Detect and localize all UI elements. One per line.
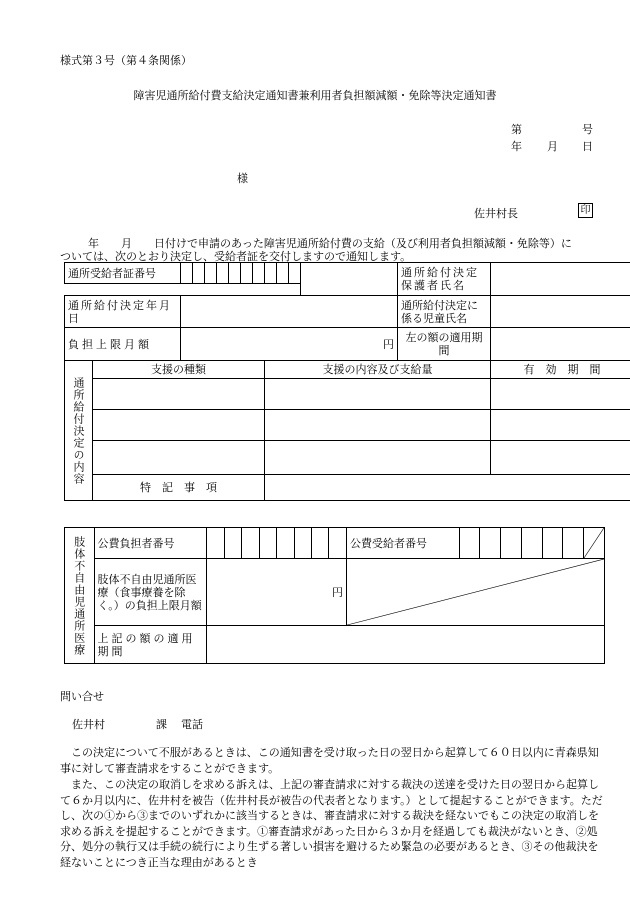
inquiry-heading: 問い合せ [60,690,104,703]
support-content-cell[interactable] [265,379,491,410]
recipient-no-label: 通所受給者証番号 [65,263,181,284]
receiver-no-box[interactable] [501,528,522,559]
col-support-type: 支援の種類 [93,361,265,379]
payer-no-box[interactable] [259,528,276,559]
limit-period-label: 左の額の適用期間 [398,328,491,361]
payer-no-box[interactable] [242,528,259,559]
support-content-cell[interactable] [265,410,491,441]
decision-date-value[interactable] [181,296,398,328]
guardian-name-label: 通所給付決定保護者氏名 [398,263,491,296]
receiver-no-box[interactable] [563,528,584,559]
intro-line-1: 年 月 日付けで申請のあった障害児通所給付費の支給（及び利用者負担額減額・免除等）に [88,237,572,250]
receiver-no-box[interactable] [459,528,480,559]
receiver-no-box[interactable] [480,528,501,559]
yen-unit: 円 [331,585,343,599]
valid-period-cell[interactable] [491,441,630,475]
document-title: 障害児通所給付費支給決定通知書兼利用者負担額減額・免除等決定通知書 [133,89,497,102]
recipient-no-box[interactable] [181,263,193,284]
support-type-cell[interactable] [93,379,265,410]
col-support-content: 支援の内容及び支給量 [265,361,491,379]
issuer-name: 佐井村長 [474,207,518,220]
lawsuit-paragraph: また、この決定の取消しを求める訴えは、上記の審査請求に対する裁決の送達を受けた日の翌日から起算して６か月以内に、佐井村を被告（佐井村長が被告の代表者となります。）として提起することができます。ただし、次の①から③までのいずれかに該当するときは、審査請求に対する裁決を経ないでもこの決定の取消しを求める訴えを提起することができます。①審査請求があった日から３か月を経過しても裁決がないとき、②処分、処分の執行又は手続の続行により生ずる著しい損害を避けるため緊急の必要があるとき、③その他裁決を経ないことにつき正当な理由があるとき [60,778,603,869]
addressee-suffix: 様 [237,172,248,185]
support-type-cell[interactable] [93,441,265,475]
recipient-no-tail[interactable] [301,263,398,296]
col-valid-period: 有 効 期 間 [491,361,630,379]
guardian-name-value[interactable] [491,263,630,296]
medical-period-label: 上記の額の適用期間 [94,626,207,664]
payer-no-box[interactable] [207,528,224,559]
diagonal-slash [584,528,604,558]
recipient-no-box[interactable] [277,263,289,284]
doc-no-go: 号 [582,123,593,136]
date-month: 月 [547,140,558,153]
receiver-no-box[interactable] [521,528,542,559]
valid-period-cell[interactable] [491,379,630,410]
inquiry-tel: 電話 [181,718,203,731]
date-year: 年 [511,140,522,153]
recipient-no-box[interactable] [253,263,265,284]
recipient-no-box[interactable] [229,263,241,284]
recipient-no-box[interactable] [265,263,277,284]
payer-no-box[interactable] [224,528,241,559]
date-day: 日 [582,140,593,153]
medical-limit-slash-cell [346,559,604,626]
inquiry-village: 佐井村 [72,718,105,731]
notes-label: 特 記 事 項 [93,475,265,501]
limit-period-value[interactable] [491,328,630,361]
payer-no-label: 公費負担者番号 [94,528,207,559]
support-type-cell[interactable] [93,410,265,441]
payer-no-box[interactable] [329,528,346,559]
child-name-value[interactable] [491,296,630,328]
medical-limit-value[interactable] [207,559,347,626]
receiver-no-box[interactable] [542,528,563,559]
payer-no-box[interactable] [277,528,294,559]
receiver-no-box[interactable] [584,528,605,559]
decision-table [64,262,630,501]
limit-value[interactable] [181,328,398,361]
doc-no-dai: 第 [511,123,522,136]
limit-label: 負担上限月額 [65,328,181,361]
diagonal-slash [347,559,604,625]
medical-period-value[interactable] [207,626,605,664]
medical-table [64,527,605,664]
medical-side-label: 肢体不自由児通所医療 [65,528,95,664]
notes-value[interactable] [265,475,630,501]
payer-no-box[interactable] [311,528,328,559]
decision-content-side-label: 通所給付決定の内容 [65,361,93,501]
recipient-no-box[interactable] [205,263,217,284]
form-number: 様式第３号（第４条関係） [60,54,192,67]
receiver-no-label: 公費受給者番号 [346,528,459,559]
yen-unit: 円 [383,337,394,351]
valid-period-cell[interactable] [491,410,630,441]
child-name-label: 通所給付決定に係る児童氏名 [398,296,491,328]
medical-limit-label: 肢体不自由児通所医療（食事療養を除く。）の負担上限月額 [94,559,207,626]
decision-date-label: 通所給付決定年月日 [65,296,181,328]
recipient-no-box[interactable] [241,263,253,284]
appeal-paragraph: この決定について不服があるときは、この通知書を受け取った日の翌日から起算して６０日以内に青森県知事に対して審査請求をすることができます。 [60,746,599,775]
intro-line-2: ついては、次のとおり決定し、受給者証を交付しますので通知します。 [60,250,412,263]
payer-no-box[interactable] [294,528,311,559]
recipient-no-box[interactable] [193,263,205,284]
recipient-no-box[interactable] [289,263,301,284]
recipient-no-box[interactable] [217,263,229,284]
inquiry-section: 課 [156,718,167,731]
seal-mark: 印 [578,203,593,218]
support-content-cell[interactable] [265,441,491,475]
